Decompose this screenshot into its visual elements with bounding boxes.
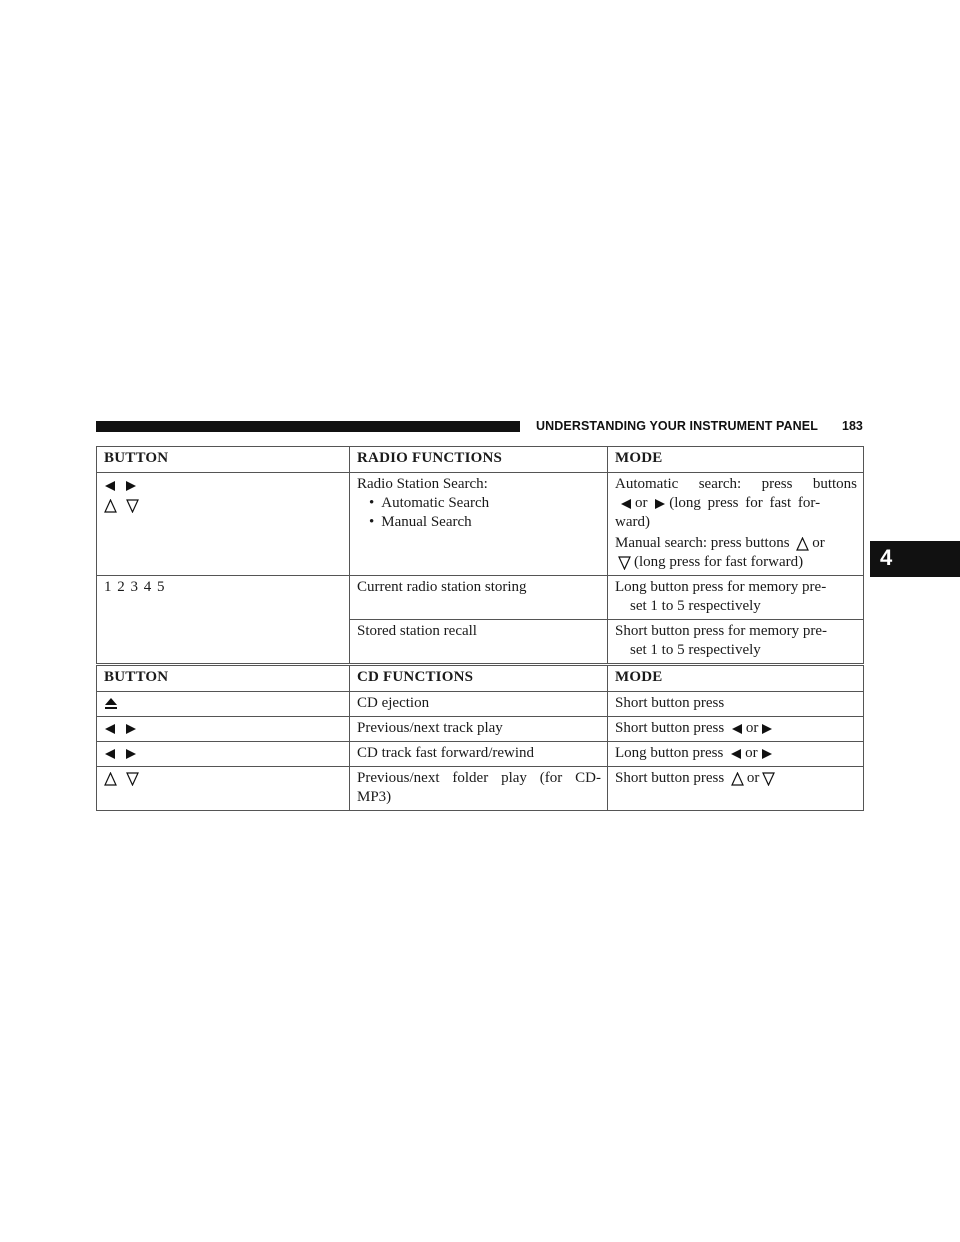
mode-cell <box>608 767 864 811</box>
table-row <box>97 767 864 811</box>
function-cell: Stored station recall <box>350 620 608 664</box>
function-cell <box>350 767 608 811</box>
button-cell: 1 2 3 4 5 <box>97 576 350 664</box>
list-item: • Automatic Search <box>369 494 601 513</box>
triangle-right-icon <box>761 748 773 760</box>
mode-text: (long press for fast forward) <box>634 554 804 570</box>
column-header-button: BUTTON <box>97 666 350 692</box>
list-item: • Manual Search <box>369 513 601 532</box>
chapter-number: 4 <box>880 545 893 570</box>
mode-cell <box>608 576 864 620</box>
radio-functions-table <box>96 446 864 664</box>
function-cell: CD ejection <box>350 692 608 717</box>
mode-text: Short button press <box>615 770 725 786</box>
mode-cell <box>608 742 864 767</box>
triangle-down-outline-icon <box>126 499 139 513</box>
triangle-left-icon <box>104 723 116 735</box>
function-bullets <box>357 494 601 532</box>
triangle-up-outline-icon <box>796 537 809 551</box>
mode-text: or <box>745 745 758 761</box>
eject-icon <box>104 697 118 710</box>
button-cell <box>97 717 350 742</box>
mode-text: Long button press <box>615 745 724 761</box>
mode-text: Manual search: press buttons <box>615 535 790 551</box>
mode-cell <box>608 473 864 576</box>
column-header-functions: RADIO FUNCTIONS <box>350 447 608 473</box>
button-cell <box>97 767 350 811</box>
mode-cell <box>608 620 864 664</box>
triangle-left-icon <box>730 748 742 760</box>
table-header-row <box>97 447 864 473</box>
triangle-right-icon <box>125 723 137 735</box>
mode-text: or <box>812 535 825 551</box>
mode-cell: Short button press <box>608 692 864 717</box>
function-cell <box>350 473 608 576</box>
mode-text: Long button press for memory pre- <box>615 579 827 595</box>
mode-text: set 1 to 5 respectively <box>630 598 761 614</box>
mode-text: ward) <box>615 514 650 530</box>
triangle-up-outline-icon <box>104 499 117 513</box>
button-cell <box>97 742 350 767</box>
column-header-mode: MODE <box>608 447 864 473</box>
button-cell <box>97 473 350 576</box>
triangle-left-icon <box>731 723 743 735</box>
triangle-left-icon <box>104 480 116 492</box>
triangle-down-outline-icon <box>126 772 139 786</box>
table-row <box>97 742 864 767</box>
button-cell <box>97 692 350 717</box>
table-row <box>97 692 864 717</box>
running-header-title: UNDERSTANDING YOUR INSTRUMENT PANEL <box>536 419 818 433</box>
chapter-tab <box>870 541 960 577</box>
function-cell: Current radio station storing <box>350 576 608 620</box>
triangle-up-outline-icon <box>104 772 117 786</box>
function-cell: CD track fast forward/rewind <box>350 742 608 767</box>
table-header-row <box>97 666 864 692</box>
mode-text: Automatic search: press buttons <box>615 476 857 492</box>
page-number: 183 <box>842 419 863 433</box>
triangle-left-icon <box>104 748 116 760</box>
column-header-mode: MODE <box>608 666 864 692</box>
column-header-functions: CD FUNCTIONS <box>350 666 608 692</box>
mode-text: or <box>745 720 759 736</box>
table-row <box>97 576 864 620</box>
mode-text: set 1 to 5 respectively <box>630 642 761 658</box>
function-title: Radio Station Search: <box>357 476 488 492</box>
header-rule <box>96 421 520 432</box>
table-row <box>97 717 864 742</box>
triangle-right-icon <box>125 748 137 760</box>
triangle-down-outline-icon <box>618 556 631 570</box>
function-cell: Previous/next track play <box>350 717 608 742</box>
triangle-right-icon <box>654 498 666 510</box>
mode-text: Short button press <box>615 720 725 736</box>
table-row <box>97 473 864 576</box>
mode-text: or <box>746 770 760 786</box>
cd-functions-table <box>96 665 864 811</box>
triangle-right-icon <box>761 723 773 735</box>
function-text: MP3) <box>357 789 392 805</box>
triangle-left-icon <box>620 498 632 510</box>
function-text: Previous/next folder play (for CD- <box>357 770 601 786</box>
triangle-down-outline-icon <box>762 772 775 786</box>
triangle-right-icon <box>125 480 137 492</box>
mode-text: or <box>635 495 648 511</box>
triangle-up-outline-icon <box>731 772 744 786</box>
mode-text: Short button press for memory pre- <box>615 623 828 639</box>
mode-cell <box>608 717 864 742</box>
mode-text: (long press for fast for- <box>669 495 821 511</box>
column-header-button: BUTTON <box>97 447 350 473</box>
